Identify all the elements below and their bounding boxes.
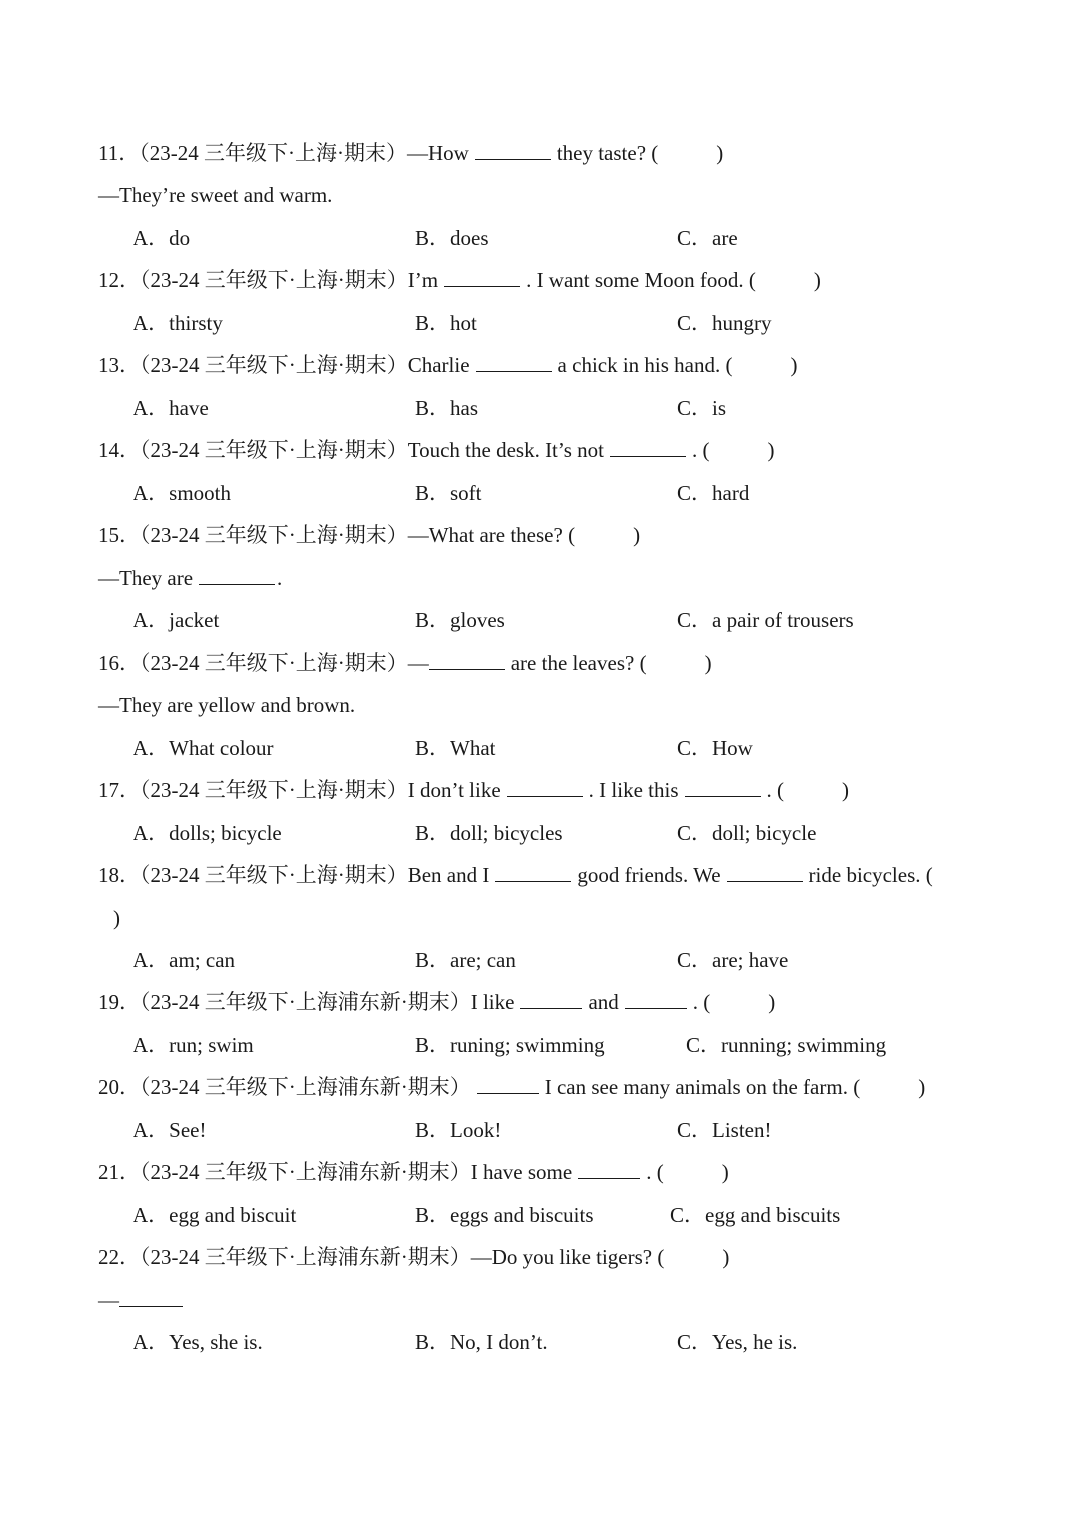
question-21: 21．（23-24 三年级下·上海浦东新·期末）I have some . ( )	[98, 1160, 729, 1184]
option-b: B．runing; swimming	[415, 1033, 605, 1057]
question-number: 17	[98, 778, 119, 802]
question-16: 16．（23-24 三年级下·上海·期末）— are the leaves? ( )	[98, 651, 712, 675]
answer-blank	[199, 564, 275, 585]
question-number: 19	[98, 990, 119, 1014]
answer-blank	[685, 776, 761, 797]
question-number: 22	[98, 1245, 119, 1269]
option-c: C．a pair of trousers	[677, 608, 854, 632]
option-c: C．is	[677, 396, 727, 420]
question-number: 15	[98, 523, 119, 547]
option-b: B．hot	[415, 311, 477, 335]
option-a: A．egg and biscuit	[133, 1203, 297, 1227]
question-number: 11	[98, 141, 119, 165]
answer-blank	[727, 861, 803, 882]
question-20: 20．（23-24 三年级下·上海浦东新·期末） I can see many animals on the farm. ( )	[98, 1075, 926, 1099]
option-c: C．hard	[677, 481, 750, 505]
answer-blank	[578, 1158, 640, 1179]
question-source: （23-24 三年级下·上海·期末）	[140, 438, 408, 462]
option-c: C．are	[677, 226, 738, 250]
question-number: 12	[98, 268, 119, 292]
question-source: （23-24 三年级下·上海浦东新·期末）	[140, 1160, 471, 1184]
option-c: C．Listen!	[677, 1118, 772, 1142]
option-c: C．doll; bicycle	[677, 821, 817, 845]
question-number: 16	[98, 651, 119, 675]
option-c: C．running; swimming	[686, 1033, 887, 1057]
question-source: （23-24 三年级下·上海·期末）	[140, 651, 408, 675]
question-11-response: —They’re sweet and warm.	[98, 183, 333, 207]
question-15: 15．（23-24 三年级下·上海·期末）—What are these? ( )	[98, 523, 641, 547]
question-15-response: —They are .	[98, 566, 283, 590]
question-source: （23-24 三年级下·上海浦东新·期末）	[140, 1075, 471, 1099]
answer-blank	[429, 649, 505, 670]
option-c: C．egg and biscuits	[670, 1203, 841, 1227]
question-source: （23-24 三年级下·上海浦东新·期末）	[140, 1245, 471, 1269]
question-source: （23-24 三年级下·上海·期末）	[140, 778, 408, 802]
question-13: 13．（23-24 三年级下·上海·期末）Charlie a chick in his hand. ( )	[98, 353, 798, 377]
option-c: C．Yes, he is.	[677, 1330, 798, 1354]
option-b: B．What	[415, 736, 496, 760]
question-22-response: —	[98, 1286, 189, 1314]
question-number: 13	[98, 353, 119, 377]
question-source: （23-24 三年级下·上海·期末）	[140, 353, 408, 377]
question-number: 14	[98, 438, 119, 462]
option-a: A．do	[133, 226, 191, 250]
option-b: B．soft	[415, 481, 482, 505]
question-18-close-paren: )	[113, 906, 120, 930]
option-a: A．have	[133, 396, 209, 420]
answer-blank	[476, 351, 552, 372]
question-source: （23-24 三年级下·上海·期末）	[140, 863, 408, 887]
question-source: （23-24 三年级下·上海·期末）	[139, 141, 407, 165]
option-b: B．gloves	[415, 608, 505, 632]
question-number: 20	[98, 1075, 119, 1099]
option-a: A．jacket	[133, 608, 220, 632]
option-a: A．What colour	[133, 736, 274, 760]
option-c: C．are; have	[677, 948, 789, 972]
option-a: A．smooth	[133, 481, 232, 505]
option-b: B．eggs and biscuits	[415, 1203, 594, 1227]
answer-blank	[495, 861, 571, 882]
answer-blank	[625, 988, 687, 1009]
answer-blank	[477, 1073, 539, 1094]
question-number: 18	[98, 863, 119, 887]
option-b: B．are; can	[415, 948, 516, 972]
question-11: 11．（23-24 三年级下·上海·期末）—How they taste? ( )	[98, 141, 724, 165]
option-a: A．dolls; bicycle	[133, 821, 282, 845]
question-22: 22．（23-24 三年级下·上海浦东新·期末）—Do you like tigers? ( )	[98, 1245, 730, 1269]
option-b: B．does	[415, 226, 489, 250]
option-a: A．run; swim	[133, 1033, 254, 1057]
question-14: 14．（23-24 三年级下·上海·期末）Touch the desk. It’s not . ( )	[98, 438, 775, 462]
option-b: B．No, I don’t.	[415, 1330, 548, 1354]
question-18: 18．（23-24 三年级下·上海·期末）Ben and I good friends. We ride bicycles. (	[98, 863, 933, 887]
question-source: （23-24 三年级下·上海·期末）	[140, 268, 408, 292]
question-19: 19．（23-24 三年级下·上海浦东新·期末）I like and . ( )	[98, 990, 776, 1014]
question-source: （23-24 三年级下·上海·期末）	[140, 523, 408, 547]
question-12: 12．（23-24 三年级下·上海·期末）I’m . I want some Moon food. ( )	[98, 268, 821, 292]
answer-blank	[444, 266, 520, 287]
option-a: A．See!	[133, 1118, 207, 1142]
option-b: B．Look!	[415, 1118, 502, 1142]
answer-blank	[520, 988, 582, 1009]
option-a: A．Yes, she is.	[133, 1330, 263, 1354]
question-17: 17．（23-24 三年级下·上海·期末）I don’t like . I like this . ( )	[98, 778, 849, 802]
question-source: （23-24 三年级下·上海浦东新·期末）	[140, 990, 471, 1014]
answer-blank	[507, 776, 583, 797]
option-b: B．doll; bicycles	[415, 821, 563, 845]
option-c: C．hungry	[677, 311, 772, 335]
answer-blank	[610, 436, 686, 457]
question-16-response: —They are yellow and brown.	[98, 693, 356, 717]
option-b: B．has	[415, 396, 478, 420]
question-number: 21	[98, 1160, 119, 1184]
option-a: A．thirsty	[133, 311, 223, 335]
option-a: A．am; can	[133, 948, 236, 972]
answer-blank	[475, 139, 551, 160]
answer-blank	[119, 1286, 183, 1307]
option-c: C．How	[677, 736, 753, 760]
